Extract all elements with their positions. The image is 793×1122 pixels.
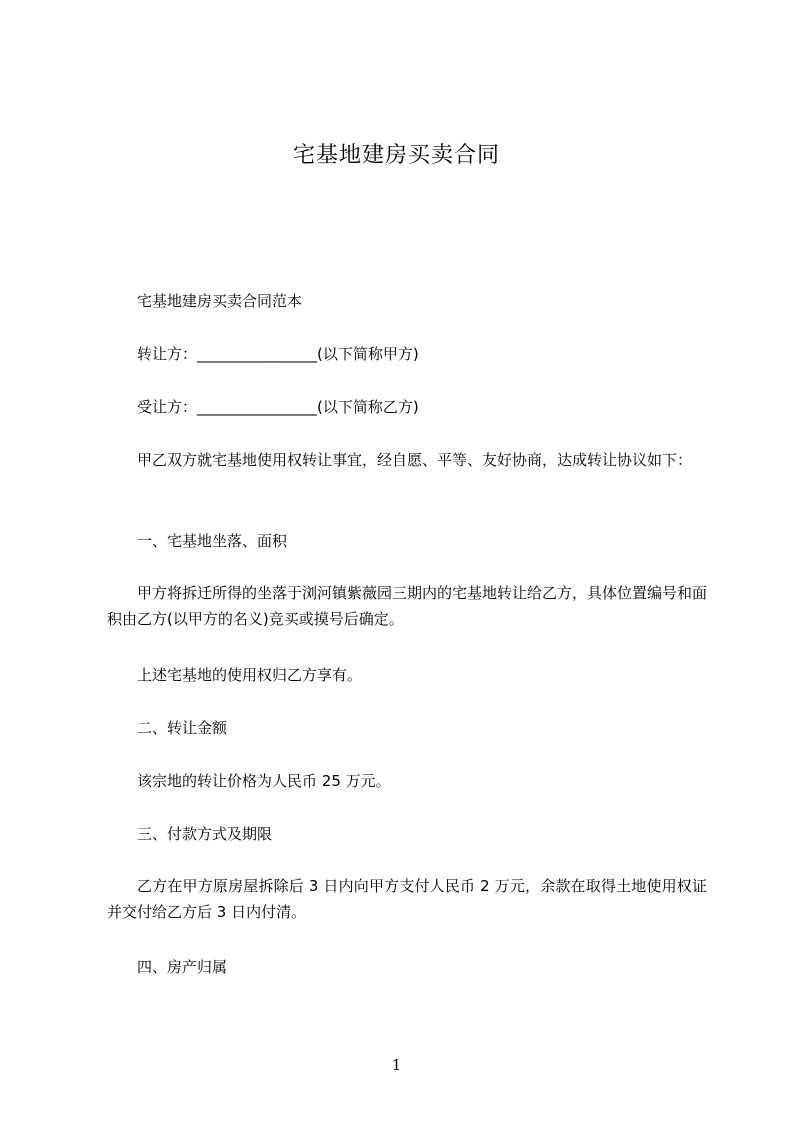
section-3-paragraph: 乙方在甲方原房屋拆除后 3 日内向甲方支付人民币 2 万元，余款在取得土地使用权证并交付给乙方后 3 日内付清。 — [107, 877, 707, 921]
section-2-heading: 二、转让金额 — [137, 719, 228, 737]
section-1-heading: 一、宅基地坐落、面积 — [137, 532, 288, 550]
section-4-heading: 四、房产归属 — [137, 958, 228, 976]
document-title: 宅基地建房买卖合同 — [292, 143, 500, 168]
section-2-paragraph: 该宗地的转让价格为人民币 25 万元。 — [137, 772, 391, 790]
page-number: 1 — [391, 1056, 402, 1074]
intro-paragraph: 甲乙双方就宅基地使用权转让事宜，经自愿、平等、友好协商，达成转让协议如下： — [137, 451, 693, 469]
contract-subtitle: 宅基地建房买卖合同范本 — [137, 292, 303, 310]
section-1-note: 上述宅基地的使用权归乙方享有。 — [137, 666, 363, 684]
section-3-heading: 三、付款方式及期限 — [137, 825, 273, 843]
section-1-paragraph: 甲方将拆迁所得的坐落于浏河镇紫薇园三期内的宅基地转让给乙方，具体位置编号和面积由乙方(以甲方的名义)竞买或摸号后确定。 — [107, 584, 708, 628]
transferor-line: 转让方：________________(以下简称甲方) — [137, 345, 419, 363]
transferee-line: 受让方：________________(以下简称乙方) — [137, 398, 419, 416]
